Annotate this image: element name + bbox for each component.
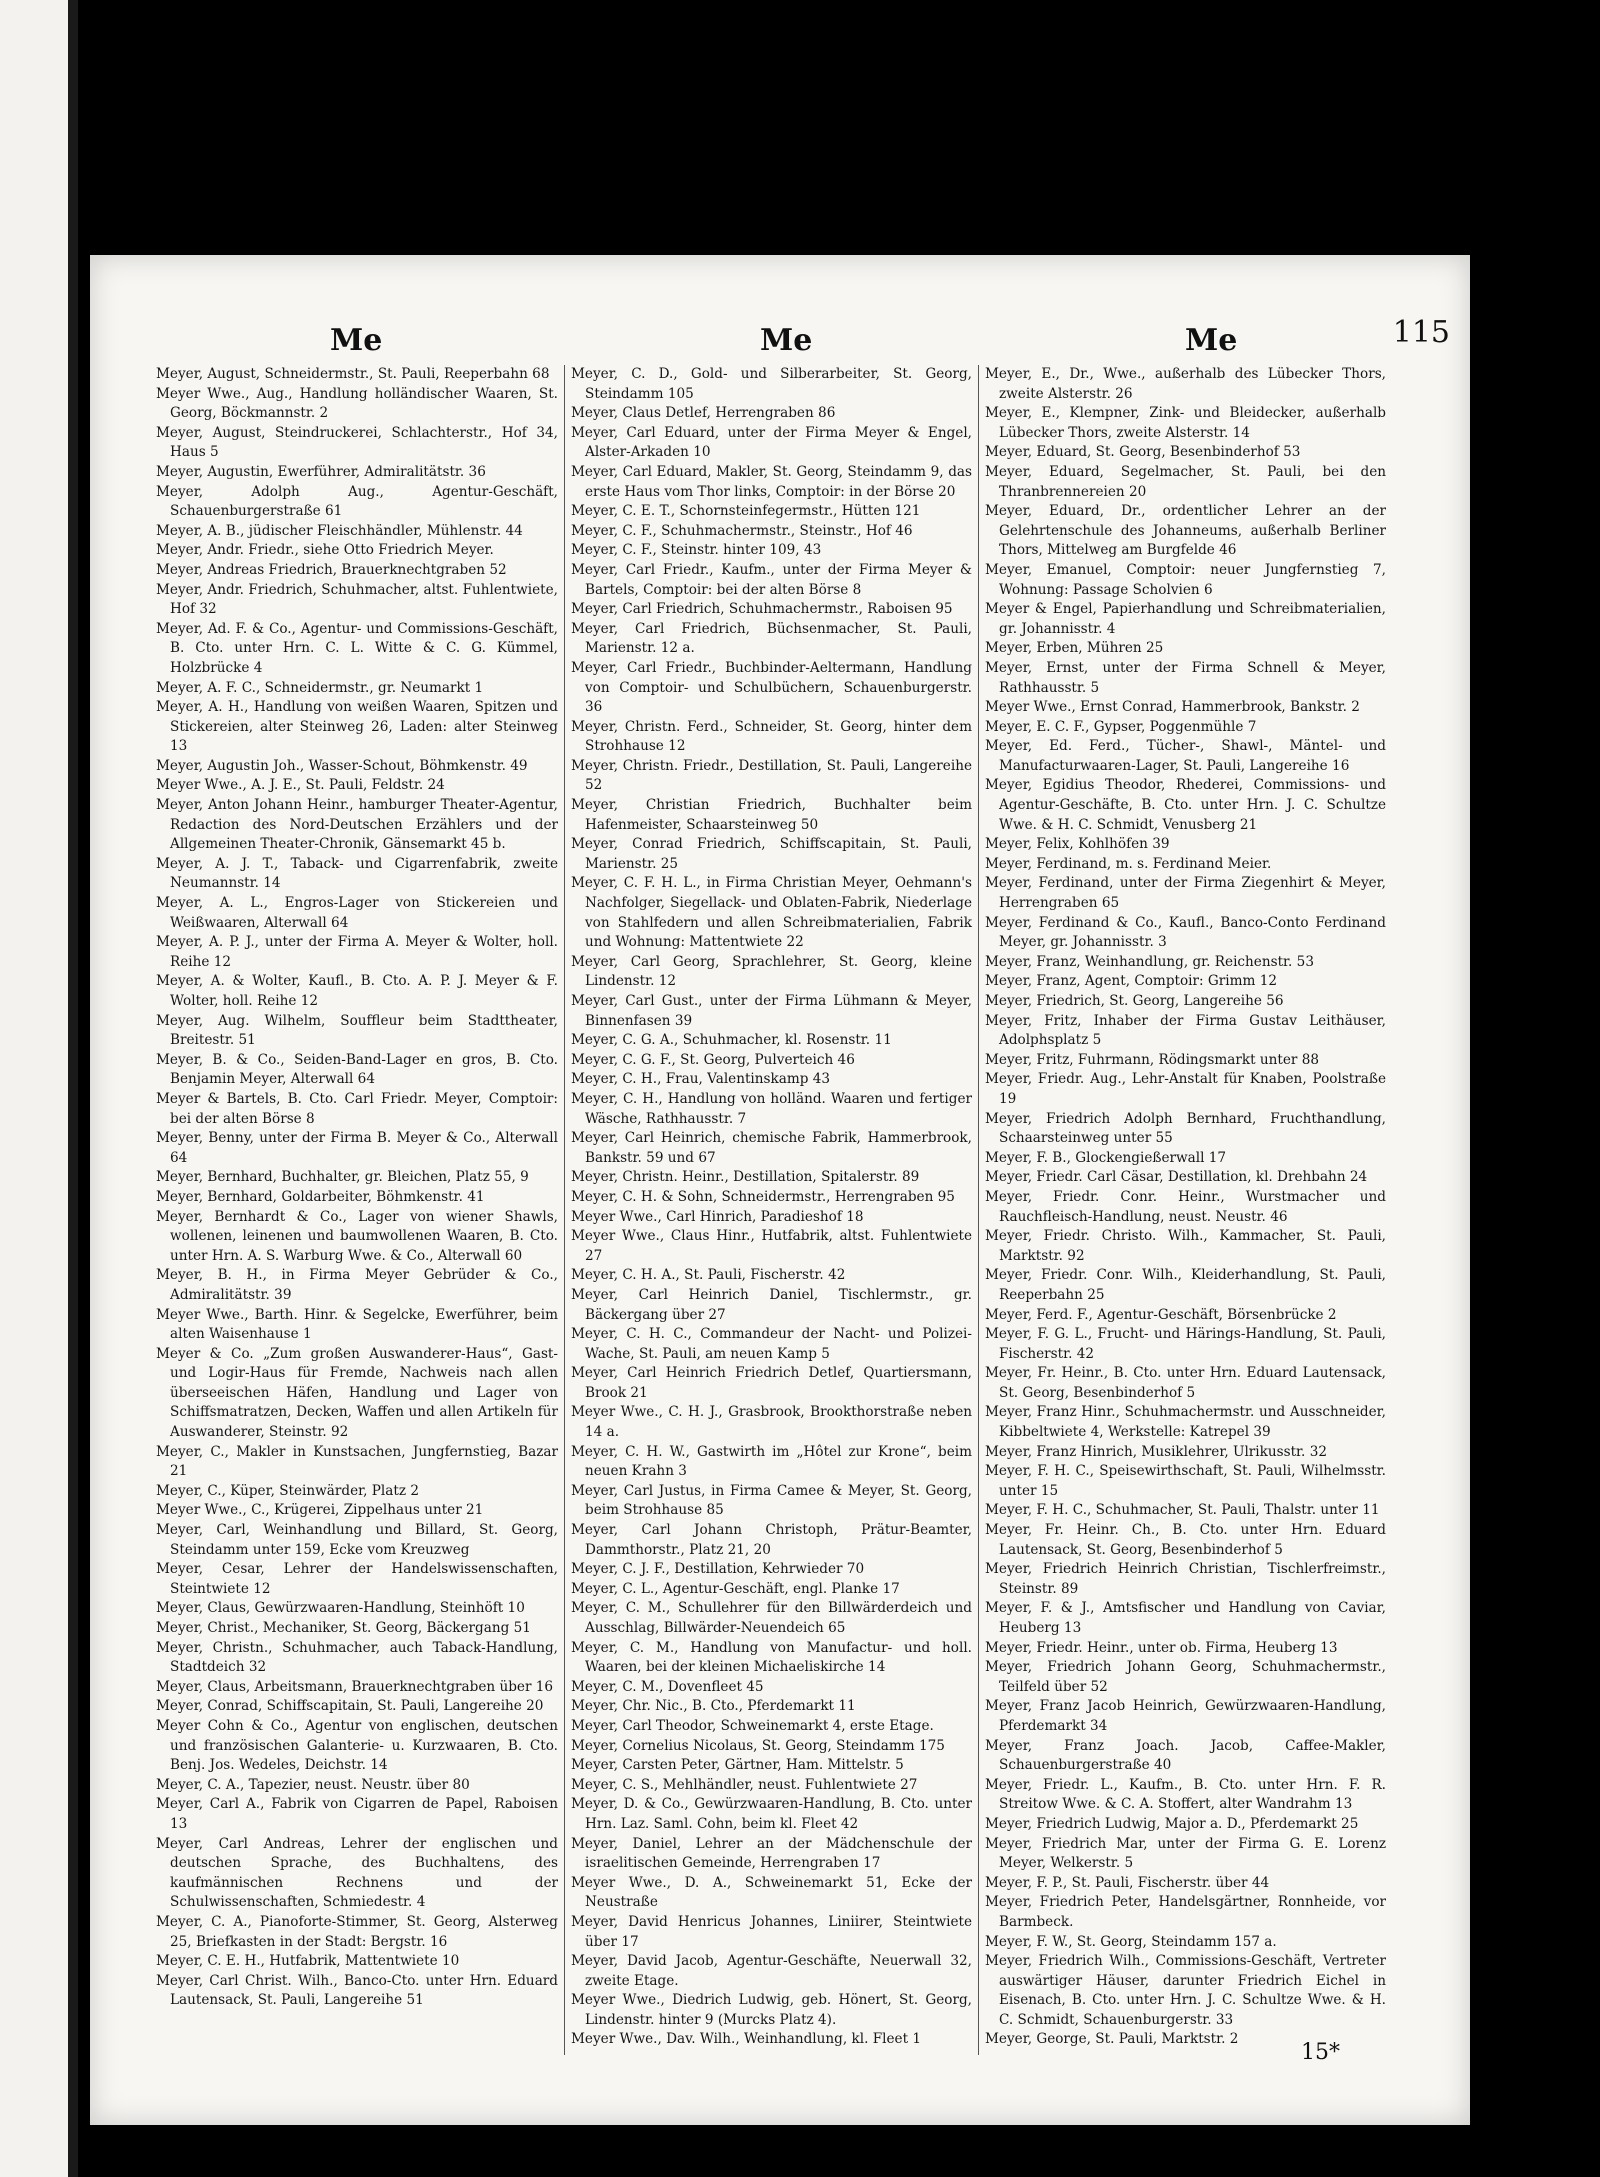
directory-entry: Meyer, Eduard, St. Georg, Besenbinderhof 53 (985, 444, 1301, 461)
directory-entry: Meyer, A. B., jüdischer Fleischhändler, Mühlenstr. 44 (156, 522, 523, 539)
directory-entry: Meyer, Carl Andreas, Lehrer der englischen und deutschen Sprache, des Buchhaltens, des kaufmännischen Rechnens und der Schulwissenschaften, Schmiedestr. 4 (156, 1835, 558, 1911)
directory-entry: Meyer, Ed. Ferd., Tücher-, Shawl-, Mäntel- und Manufacturwaaren-Lager, St. Pauli, Langereihe 16 (985, 738, 1386, 774)
directory-entry: Meyer, Benny, unter der Firma B. Meyer & Co., Alterwall 64 (156, 1130, 558, 1166)
directory-entry: Meyer, C. F., Steinstr. hinter 109, 43 (571, 542, 822, 559)
directory-entry: Meyer, Friedr. Heinr., unter ob. Firma, Heuberg 13 (985, 1639, 1338, 1656)
directory-entry: Meyer, Fritz, Inhaber der Firma Gustav Leithäuser, Adolphsplatz 5 (985, 1012, 1386, 1049)
directory-entry: Meyer, Egidius Theodor, Rhederei, Commissions- und Agentur-Geschäfte, B. Cto. unter Hrn. J. C. Schultze Wwe. & H. C. Schmidt, Venusberg 21 (985, 777, 1386, 833)
adjacent-page-edge (0, 0, 78, 2177)
printer-signature: 15* (1301, 2040, 1340, 2065)
directory-entry: Meyer, Ad. F. & Co., Agentur- und Commissions-Geschäft, B. Cto. unter Hrn. C. L. Witte & C. G. Kümmel, Holzbrücke 4 (156, 620, 558, 676)
directory-entry: Meyer, C. H., Handlung von holländ. Waaren und fertiger Wäsche, Rathhausstr. 7 (571, 1090, 972, 1127)
directory-entry: Meyer, Friedr. L., Kaufm., B. Cto. unter Hrn. F. R. Streitow Wwe. & C. A. Stoffert, alter Wandrahm 13 (985, 1776, 1386, 1813)
directory-entry: Meyer, B. & Co., Seiden-Band-Lager en gros, B. Cto. Benjamin Meyer, Alterwall 64 (156, 1051, 558, 1088)
directory-entry: Meyer, Claus, Gewürzwaaren-Handlung, Steinhöft 10 (156, 1600, 525, 1617)
directory-entry: Meyer, C. E. H., Hutfabrik, Mattentwiete 10 (156, 1953, 460, 1970)
directory-entry: Meyer, Christn. Friedr., Destillation, St. Pauli, Langereihe 52 (571, 757, 972, 794)
directory-entry: Meyer, Friedrich Adolph Bernhard, Fruchthandlung, Schaarsteinweg unter 55 (985, 1110, 1386, 1147)
directory-entry: Meyer, Carl Friedr., Buchbinder-Aeltermann, Handlung von Comptoir- und Schulbüchern, Schauenburgerstr. 36 (571, 659, 972, 716)
directory-entry: Meyer, Friedr. Carl Cäsar, Destillation, kl. Drehbahn 24 (985, 1169, 1368, 1186)
directory-entry: Meyer, Erben, Mühren 25 (985, 640, 1164, 657)
directory-entry: Meyer, Eduard, Dr., ordentlicher Lehrer an der Gelehrtenschule des Johanneums, außerhalb Berliner Thors, Mittelweg am Burgfelde 46 (985, 503, 1386, 559)
directory-entry: Meyer, Carl Heinrich Daniel, Tischlermstr., gr. Bäckergang über 27 (571, 1286, 972, 1323)
directory-entry: Meyer, C. M., Handlung von Manufactur- und holl. Waaren, bei der kleinen Michaeliskirche 14 (571, 1639, 972, 1676)
directory-entry: Meyer Wwe., Ernst Conrad, Hammerbrook, Bankstr. 2 (985, 699, 1360, 716)
directory-columns (150, 365, 1440, 2055)
directory-entry: Meyer, C. M., Schullehrer für den Billwärderdeich und Ausschlag, Billwärder-Neuendeich 65 (571, 1600, 972, 1636)
directory-column-middle (564, 365, 978, 2055)
directory-entry: Meyer Wwe., C. H. J., Grasbrook, Brookthorstraße neben 14 a. (571, 1404, 972, 1441)
directory-entry: Meyer, Fr. Heinr., B. Cto. unter Hrn. Eduard Lautensack, St. Georg, Besenbinderhof 5 (985, 1365, 1386, 1401)
directory-entry: Meyer, Friedrich Peter, Handelsgärtner, Ronnheide, vor Barmbeck. (985, 1894, 1386, 1930)
directory-entry: Meyer, Carl Friedrich, Schuhmachermstr., Raboisen 95 (571, 601, 953, 618)
directory-entry: Meyer, C. H. C., Commandeur der Nacht- und Polizei-Wache, St. Pauli, am neuen Kamp 5 (571, 1326, 972, 1362)
directory-entry: Meyer, Aug. Wilhelm, Souffleur beim Stadttheater, Breitestr. 51 (156, 1012, 558, 1049)
directory-entry: Meyer, Franz Hinr., Schuhmachermstr. und Ausschneider, Kibbeltwiete 4, Werkstelle: Katrepel 39 (985, 1404, 1386, 1441)
directory-entry: Meyer, Friedrich Heinrich Christian, Tischlerfreimstr., Steinstr. 89 (985, 1561, 1386, 1597)
directory-entry: Meyer, Daniel, Lehrer an der Mädchenschule der israelitischen Gemeinde, Herrengraben 17 (571, 1835, 972, 1872)
directory-entry: Meyer, Adolph Aug., Agentur-Geschäft, Schauenburgerstraße 61 (156, 483, 558, 520)
page-number: 115 (1392, 315, 1450, 350)
directory-entry: Meyer, Carl Georg, Sprachlehrer, St. Georg, kleine Lindenstr. 12 (571, 953, 972, 990)
directory-entry: Meyer, A. H., Handlung von weißen Waaren, Spitzen und Stickereien, alter Steinweg 26, Laden: alter Steinweg 13 (156, 699, 558, 755)
directory-entry: Meyer, C. S., Mehlhändler, neust. Fuhlentwiete 27 (571, 1776, 918, 1793)
directory-entry: Meyer, Ernst, unter der Firma Schnell & Meyer, Rathhausstr. 5 (985, 659, 1386, 696)
directory-entry: Meyer, David Henricus Johannes, Liniirer, Steintwiete über 17 (571, 1913, 972, 1950)
directory-entry: Meyer, Carl Friedr., Kaufm., unter der Firma Meyer & Bartels, Comptoir: bei der alten Börse 8 (571, 561, 972, 598)
directory-entry: Meyer, Augustin Joh., Wasser-Schout, Böhmkenstr. 49 (156, 757, 528, 774)
directory-entry: Meyer, Carl Gust., unter der Firma Lühmann & Meyer, Binnenfasen 39 (571, 993, 972, 1029)
directory-entry: Meyer, Ferdinand, unter der Firma Ziegenhirt & Meyer, Herrengraben 65 (985, 875, 1386, 912)
directory-entry: Meyer, C. J. F., Destillation, Kehrwieder 70 (571, 1561, 865, 1578)
directory-entry: Meyer, Friedrich, St. Georg, Langereihe 56 (985, 993, 1284, 1009)
directory-entry: Meyer, Cornelius Nicolaus, St. Georg, Steindamm 175 (571, 1737, 945, 1754)
directory-entry: Meyer, Friedrich Wilh., Commissions-Geschäft, Vertreter auswärtiger Häuser, darunter Friedrich Eichel in Eisenach, B. Cto. unter Hrn. J. C. Schultze Wwe. & H. C. Schmidt, Schauenburgerstr. 33 (985, 1953, 1386, 2028)
directory-entry: Meyer, Claus Detlef, Herrengraben 86 (571, 405, 836, 422)
directory-entry: Meyer, Felix, Kohlhöfen 39 (985, 836, 1170, 853)
directory-entry: Meyer, Carl Christ. Wilh., Banco-Cto. unter Hrn. Eduard Lautensack, St. Pauli, Langereihe 51 (156, 1972, 558, 2009)
directory-entry: Meyer, Fritz, Fuhrmann, Rödingsmarkt unter 88 (985, 1051, 1320, 1068)
directory-entry: Meyer, Franz Joach. Jacob, Caffee-Makler, Schauenburgerstraße 40 (985, 1737, 1386, 1774)
directory-entry: Meyer, Friedrich Johann Georg, Schuhmachermstr., Teilfeld über 52 (985, 1659, 1386, 1695)
directory-entry: Meyer, Carl Eduard, unter der Firma Meyer & Engel, Alster-Arkaden 10 (571, 424, 972, 461)
directory-entry: Meyer, C. H. W., Gastwirth im „Hôtel zur Krone“, beim neuen Krahn 3 (571, 1443, 972, 1480)
directory-entry: Meyer, Ferdinand & Co., Kaufl., Banco-Conto Ferdinand Meyer, gr. Johannisstr. 3 (985, 914, 1386, 951)
directory-entry: Meyer, Anton Johann Heinr., hamburger Theater-Agentur, Redaction des Nord-Deutschen Erzählers und der Allgemeinen Theater-Chronik, Gänsemarkt 45 b. (156, 797, 558, 853)
directory-entry: Meyer, B. H., in Firma Meyer Gebrüder & Co., Admiralitätstr. 39 (156, 1267, 558, 1303)
directory-entry: Meyer, Christn. Heinr., Destillation, Spitalerstr. 89 (571, 1169, 920, 1186)
directory-entry: Meyer, C. F., Schuhmachermstr., Steinstr., Hof 46 (571, 522, 913, 539)
directory-entry: Meyer, Emanuel, Comptoir: neuer Jungfernstieg 7, Wohnung: Passage Scholvien 6 (985, 561, 1386, 598)
directory-entry: Meyer, C. H. A., St. Pauli, Fischerstr. 42 (571, 1267, 846, 1284)
directory-column-left (150, 365, 564, 2055)
book-spine (68, 0, 78, 2177)
directory-entry: Meyer Wwe., Claus Hinr., Hutfabrik, altst. Fuhlentwiete 27 (571, 1228, 972, 1264)
directory-entry: Meyer, F. W., St. Georg, Steindamm 157 a. (985, 1933, 1277, 1950)
directory-entry: Meyer, C., Küper, Steinwärder, Platz 2 (156, 1482, 419, 1499)
directory-entry: Meyer Wwe., Carl Hinrich, Paradieshof 18 (571, 1208, 864, 1225)
directory-entry: Meyer, Carl Friedrich, Büchsenmacher, St. Pauli, Marienstr. 12 a. (571, 620, 972, 657)
directory-entry: Meyer, F. H. C., Schuhmacher, St. Pauli, Thalstr. unter 11 (985, 1502, 1380, 1519)
directory-entry: Meyer, Christian Friedrich, Buchhalter beim Hafenmeister, Schaarsteinweg 50 (571, 797, 972, 833)
directory-entry: Meyer, Carl Eduard, Makler, St. Georg, Steindamm 9, das erste Haus vom Thor links, Comptoir: in der Börse 20 (571, 463, 972, 500)
directory-entry: Meyer, F. H. C., Speisewirthschaft, St. Pauli, Wilhelmsstr. unter 15 (985, 1463, 1386, 1499)
directory-entry: Meyer, C., Makler in Kunstsachen, Jungfernstieg, Bazar 21 (156, 1443, 558, 1480)
directory-entry: Meyer & Engel, Papierhandlung und Schreibmaterialien, gr. Johannisstr. 4 (985, 601, 1386, 637)
directory-entry: Meyer, David Jacob, Agentur-Geschäfte, Neuerwall 32, zweite Etage. (571, 1953, 972, 1989)
directory-entry: Meyer, E. C. F., Gypser, Poggenmühle 7 (985, 718, 1257, 735)
directory-entry: Meyer, Augustin, Ewerführer, Admiralitätstr. 36 (156, 463, 486, 480)
directory-entry: Meyer, C. H. & Sohn, Schneidermstr., Herrengraben 95 (571, 1188, 955, 1205)
directory-entry: Meyer, Bernhard, Goldarbeiter, Böhmkenstr. 41 (156, 1188, 485, 1205)
directory-entry: Meyer, Carl Theodor, Schweinemarkt 4, erste Etage. (571, 1717, 934, 1734)
directory-entry: Meyer, Christn., Schuhmacher, auch Taback-Handlung, Stadtdeich 32 (156, 1639, 558, 1676)
directory-entry: Meyer, Carl Heinrich Friedrich Detlef, Quartiersmann, Brook 21 (571, 1365, 972, 1401)
directory-entry: Meyer, Franz Jacob Heinrich, Gewürzwaaren-Handlung, Pferdemarkt 34 (985, 1698, 1386, 1734)
directory-entry: Meyer, F. & J., Amtsfischer und Handlung von Caviar, Heuberg 13 (985, 1600, 1386, 1636)
directory-entry: Meyer, Franz, Weinhandlung, gr. Reichenstr. 53 (985, 953, 1314, 970)
directory-entry: Meyer Wwe., Dav. Wilh., Weinhandlung, kl. Fleet 1 (571, 2031, 922, 2048)
directory-entry: Meyer, Carl A., Fabrik von Cigarren de Papel, Raboisen 13 (156, 1796, 558, 1832)
directory-entry: Meyer, C. A., Tapezier, neust. Neustr. über 80 (156, 1776, 470, 1793)
directory-entry: Meyer, F. P., St. Pauli, Fischerstr. über 44 (985, 1874, 1270, 1891)
directory-entry: Meyer, A. & Wolter, Kaufl., B. Cto. A. P. J. Meyer & F. Wolter, holl. Reihe 12 (156, 973, 558, 1009)
directory-entry: Meyer, Conrad, Schiffscapitain, St. Pauli, Langereihe 20 (156, 1698, 544, 1715)
directory-entry: Meyer, C. D., Gold- und Silberarbeiter, St. Georg, Steindamm 105 (571, 366, 972, 402)
directory-entry: Meyer, E., Klempner, Zink- und Bleidecker, außerhalb Lübecker Thors, zweite Alsterstr. 14 (985, 405, 1386, 441)
directory-entry: Meyer, A. J. T., Taback- und Cigarrenfabrik, zweite Neumannstr. 14 (156, 855, 558, 892)
directory-entry: Meyer, A. P. J., unter der Firma A. Meyer & Wolter, holl. Reihe 12 (156, 934, 558, 970)
directory-entry: Meyer, Friedr. Christo. Wilh., Kammacher, St. Pauli, Marktstr. 92 (985, 1228, 1386, 1264)
directory-entry: Meyer, Friedr. Aug., Lehr-Anstalt für Knaben, Poolstraße 19 (985, 1071, 1386, 1107)
directory-entry: Meyer, George, St. Pauli, Marktstr. 2 (985, 2031, 1239, 2048)
directory-entry: Meyer & Bartels, B. Cto. Carl Friedr. Meyer, Comptoir: bei der alten Börse 8 (156, 1090, 558, 1127)
directory-entry: Meyer, Bernhardt & Co., Lager von wiener Shawls, wollenen, leinenen und baumwollenen Waaren, B. Cto. unter Hrn. A. S. Warburg Wwe. & Co., Alterwall 60 (156, 1208, 558, 1264)
column-head-middle: Me (760, 323, 813, 358)
directory-entry: Meyer, Andr. Friedrich, Schuhmacher, altst. Fuhlentwiete, Hof 32 (156, 581, 558, 618)
directory-entry: Meyer, Carl Justus, in Firma Camee & Meyer, St. Georg, beim Strohhause 85 (571, 1482, 972, 1519)
directory-entry: Meyer Wwe., A. J. E., St. Pauli, Feldstr. 24 (156, 777, 445, 794)
directory-entry: Meyer, Christ., Mechaniker, St. Georg, Bäckergang 51 (156, 1620, 531, 1636)
directory-entry: Meyer, D. & Co., Gewürzwaaren-Handlung, B. Cto. unter Hrn. Laz. Saml. Cohn, beim kl. Fleet 42 (571, 1796, 972, 1832)
directory-entry: Meyer, Ferdinand, m. s. Ferdinand Meier. (985, 855, 1272, 872)
directory-entry: Meyer, Carl Heinrich, chemische Fabrik, Hammerbrook, Bankstr. 59 und 67 (571, 1130, 972, 1166)
directory-entry: Meyer, Franz Hinrich, Musiklehrer, Ulrikusstr. 32 (985, 1443, 1327, 1460)
directory-entry: Meyer, Friedrich Ludwig, Major a. D., Pferdemarkt 25 (985, 1815, 1359, 1832)
directory-entry: Meyer Wwe., Aug., Handlung holländischer Waaren, St. Georg, Böckmannstr. 2 (156, 385, 558, 422)
directory-entry: Meyer, Carl Johann Christoph, Prätur-Beamter, Dammthorstr., Platz 21, 20 (571, 1522, 972, 1558)
directory-entry: Meyer, C. E. T., Schornsteinfegermstr., Hütten 121 (571, 503, 921, 520)
directory-entry: Meyer, C. M., Dovenfleet 45 (571, 1678, 764, 1695)
directory-entry: Meyer, Friedr. Conr. Heinr., Wurstmacher und Rauchfleisch-Handlung, neust. Neustr. 46 (985, 1188, 1386, 1225)
directory-entry: Meyer, C. A., Pianoforte-Stimmer, St. Georg, Alsterweg 25, Briefkasten in der Stadt: Bergstr. 16 (156, 1913, 558, 1950)
directory-entry: Meyer, Franz, Agent, Comptoir: Grimm 12 (985, 973, 1278, 990)
directory-entry: Meyer & Co. „Zum großen Auswanderer-Haus“, Gast- und Logir-Haus für Fremde, Nachweis nach allen überseeischen Häfen, Handlung und Lager von Schiffsmatratzen, Decken, Waffen und allen Artikeln für Auswanderer, Steinstr. 92 (156, 1345, 558, 1441)
directory-entry: Meyer, A. L., Engros-Lager von Stickereien und Weißwaaren, Alterwall 64 (156, 895, 558, 931)
directory-entry: Meyer, A. F. C., Schneidermstr., gr. Neumarkt 1 (156, 679, 484, 696)
directory-entry: Meyer, C. G. A., Schuhmacher, kl. Rosenstr. 11 (571, 1032, 892, 1049)
directory-entry: Meyer, August, Steindruckerei, Schlachterstr., Hof 34, Haus 5 (156, 424, 558, 461)
directory-entry: Meyer, C. G. F., St. Georg, Pulverteich 46 (571, 1051, 855, 1068)
page-header (160, 315, 1450, 365)
directory-entry: Meyer, C. F. H. L., in Firma Christian Meyer, Oehmann's Nachfolger, Siegellack- und Oblaten-Fabrik, Niederlage von Stahlfedern und allen Schreibmaterialien, Fabrik und Wohnung: Mattentwiete 22 (571, 875, 972, 951)
directory-entry: Meyer, Bernhard, Buchhalter, gr. Bleichen, Platz 55, 9 (156, 1169, 529, 1186)
directory-entry: Meyer, F. B., Glockengießerwall 17 (985, 1149, 1227, 1166)
directory-entry: Meyer, Christn. Ferd., Schneider, St. Georg, hinter dem Strohhause 12 (571, 718, 972, 755)
directory-entry: Meyer Wwe., Diedrich Ludwig, geb. Hönert, St. Georg, Lindenstr. hinter 9 (Murcks Platz 4). (571, 1992, 972, 2028)
directory-entry: Meyer, Friedr. Conr. Wilh., Kleiderhandlung, St. Pauli, Reeperbahn 25 (985, 1267, 1386, 1303)
directory-entry: Meyer, Andr. Friedr., siehe Otto Friedrich Meyer. (156, 542, 494, 559)
directory-entry: Meyer, Claus, Arbeitsmann, Brauerknechtgraben über 16 (156, 1678, 554, 1695)
directory-entry: Meyer Wwe., Barth. Hinr. & Segelcke, Ewerführer, beim alten Waisenhause 1 (156, 1306, 558, 1343)
directory-entry: Meyer, C. H., Frau, Valentinskamp 43 (571, 1071, 831, 1088)
directory-entry: Meyer, Cesar, Lehrer der Handelswissenschaften, Steintwiete 12 (156, 1561, 558, 1597)
directory-entry: Meyer, F. G. L., Frucht- und Härings-Handlung, St. Pauli, Fischerstr. 42 (985, 1326, 1386, 1362)
directory-entry: Meyer Cohn & Co., Agentur von englischen, deutschen und französischen Galanterie- u. Kurzwaaren, B. Cto. Benj. Jos. Wedeles, Deichstr. 14 (156, 1717, 558, 1774)
directory-entry: Meyer, Ferd. F., Agentur-Geschäft, Börsenbrücke 2 (985, 1306, 1337, 1323)
directory-page (90, 255, 1470, 2125)
directory-column-right (978, 365, 1392, 2055)
directory-entry: Meyer, Conrad Friedrich, Schiffscapitain, St. Pauli, Marienstr. 25 (571, 836, 972, 872)
directory-entry: Meyer, Friedrich Mar, unter der Firma G. E. Lorenz Meyer, Welkerstr. 5 (985, 1835, 1386, 1872)
directory-entry: Meyer, Chr. Nic., B. Cto., Pferdemarkt 11 (571, 1698, 856, 1715)
directory-entry: Meyer, Carl, Weinhandlung und Billard, St. Georg, Steindamm unter 159, Ecke vom Kreuzweg (156, 1522, 558, 1558)
directory-entry: Meyer Wwe., D. A., Schweinemarkt 51, Ecke der Neustraße (571, 1874, 972, 1911)
directory-entry: Meyer, Andreas Friedrich, Brauerknechtgraben 52 (156, 561, 507, 578)
directory-entry: Meyer, Eduard, Segelmacher, St. Pauli, bei den Thranbrennereien 20 (985, 463, 1386, 500)
directory-entry: Meyer, Carsten Peter, Gärtner, Ham. Mittelstr. 5 (571, 1757, 904, 1774)
directory-entry: Meyer, August, Schneidermstr., St. Pauli, Reeperbahn 68 (156, 366, 550, 382)
column-head-right: Me (1185, 323, 1238, 358)
column-head-left: Me (330, 323, 383, 358)
directory-entry: Meyer, Fr. Heinr. Ch., B. Cto. unter Hrn. Eduard Lautensack, St. Georg, Besenbinderhof 5 (985, 1522, 1386, 1558)
directory-entry: Meyer, C. L., Agentur-Geschäft, engl. Planke 17 (571, 1580, 900, 1597)
directory-entry: Meyer Wwe., C., Krügerei, Zippelhaus unter 21 (156, 1502, 484, 1519)
directory-entry: Meyer, E., Dr., Wwe., außerhalb des Lübecker Thors, zweite Alsterstr. 26 (985, 366, 1386, 402)
